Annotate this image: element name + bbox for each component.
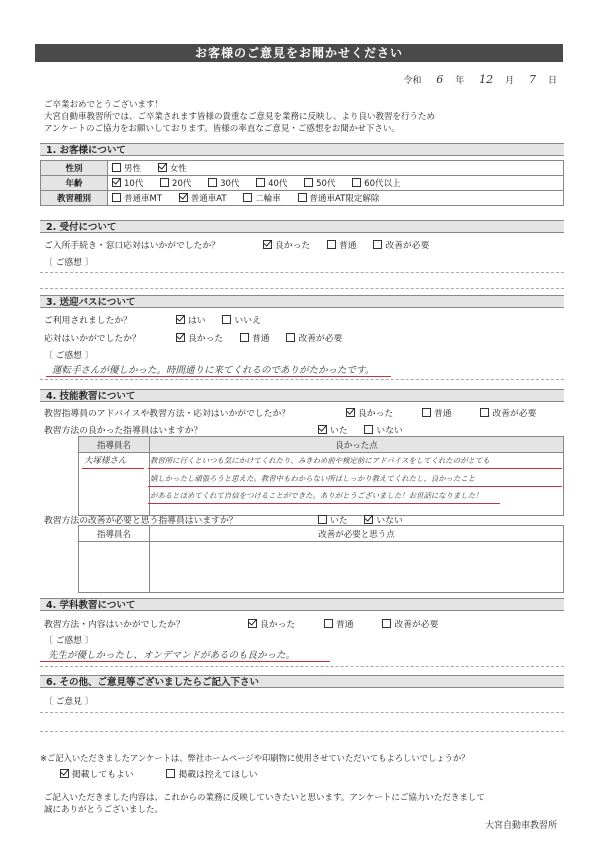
intro-line: アンケートのご協力をお願いしております。皆様の率直なご意見・ご感想をお聞かせ下さい。 [44,124,400,134]
checkbox-none[interactable] [364,425,373,434]
option-label: 掲載は控えてほしい [178,770,258,780]
checkbox-30s[interactable] [208,178,217,187]
option-publish-ok[interactable] [60,767,134,780]
reception-question: ご入所手続き・窓口応対はいかがでしたか？ [44,241,220,251]
skill-advice-options [346,406,550,419]
good-underline [148,486,562,487]
checkbox-20s[interactable] [160,178,169,187]
checkbox-present[interactable] [318,515,327,524]
option-label: 60代以上 [364,179,401,189]
closing-text [44,792,485,816]
good-points-line: 教習所に行くといつも気にかけてくれたり、みきわめ前や検定前にアドバイスをしてくれたのがとても [150,456,490,465]
skill-question-good-instructor: 教習方法の良かった指導員はいますか？ [44,426,203,436]
option-good[interactable] [176,331,223,344]
option-yes[interactable] [176,313,206,326]
col-instructor-name: 指導員名 [79,526,150,542]
comment-underline [46,376,391,377]
option-40s[interactable] [256,177,287,189]
option-normal[interactable] [422,406,452,419]
course-options [108,191,564,206]
customer-table [40,160,564,206]
checkbox-at[interactable] [179,193,188,202]
option-motorcycle[interactable] [243,192,281,204]
option-male[interactable] [112,162,141,174]
option-label: 改善が必要 [394,620,439,630]
checkbox-male[interactable] [112,163,121,172]
option-present[interactable] [318,423,348,436]
academic-question: 教習方法・内容はいかがでしたか？ [44,620,185,630]
checkbox-40s[interactable] [256,178,265,187]
date-year-unit: 年 [455,76,465,86]
comment-label: 〔 ご感想 〕 [44,258,94,268]
option-30s[interactable] [208,177,239,189]
row-label-gender: 性別 [41,161,108,176]
section-header-reception: 2. 受付について [40,220,564,233]
option-label: 30代 [220,179,240,189]
checkbox-50s[interactable] [304,178,313,187]
checkbox-good[interactable] [176,333,185,342]
good-underline [148,468,562,469]
table-row [41,176,564,191]
section-header-skill: 4. 技能教習について [40,389,564,402]
improve-points-cell [150,542,564,593]
bus-question-service: 応対はいかがでしたか？ [44,334,141,344]
option-female[interactable] [158,162,187,174]
good-points-line: があるとほめてくれて自信をつけることができた。ありがとうございました！お世話になりました！ [150,491,483,500]
option-normal[interactable] [240,331,270,344]
option-60s[interactable] [352,177,400,189]
checkbox-female[interactable] [158,163,167,172]
option-label: 40代 [268,179,288,189]
bus-service-options [176,331,356,344]
date-month-unit: 月 [505,76,515,86]
option-label: 普通 [336,620,354,630]
good-points-line: 嬉しかったし頑張ろうと思えた。教習中もわからない所はしっかり教えてくれたし、良かったこと [150,474,476,483]
option-needs-improvement[interactable] [480,406,536,419]
checkbox-at-release[interactable] [298,193,307,202]
intro-line: ご卒業おめでとうございます！ [44,100,164,110]
option-label: 普通 [339,241,357,251]
closing-line: 誠にありがとうございました。 [44,805,164,815]
date-day-unit: 日 [547,76,557,86]
option-label: いた [330,426,348,436]
option-label: 50代 [316,179,336,189]
option-normal[interactable] [324,617,354,630]
col-improve-points: 改善が必要と思う点 [150,526,564,542]
divider [40,272,564,273]
option-50s[interactable] [304,177,335,189]
option-no[interactable] [222,313,260,326]
checkbox-needs-improvement[interactable] [480,408,489,417]
option-publish-decline[interactable] [166,767,257,780]
option-needs-improvement[interactable] [286,331,342,344]
checkbox-mt[interactable] [112,193,121,202]
checkbox-needs-improvement[interactable] [382,619,391,628]
date-month: 12 [479,73,494,86]
checkbox-normal[interactable] [327,240,336,249]
row-label-age: 年齢 [41,176,108,191]
option-good[interactable] [248,617,295,630]
table-row [79,437,564,453]
option-label: 20代 [172,179,192,189]
bad-instructor-table [78,525,564,593]
checkbox-needs-improvement[interactable] [286,333,295,342]
option-label: 二輪車 [255,194,281,204]
divider [40,379,564,380]
option-good[interactable] [263,238,310,251]
date-year: 6 [436,73,444,86]
checkbox-60s[interactable] [352,178,361,187]
option-normal[interactable] [327,238,357,251]
organization-name: 大宮自動車教習所 [484,821,557,831]
date-era: 令和 [403,76,422,86]
option-label: 改善が必要 [385,241,430,251]
option-label: 普通 [434,409,452,419]
comment-label: 〔 ご意見 〕 [44,697,94,707]
section-header-customer: 1. お客様について [40,143,564,156]
option-at-release[interactable] [298,192,380,204]
row-label-course: 教習種別 [41,191,108,206]
option-label: 普通車AT [190,194,227,204]
option-label: 普通車MT [124,194,163,204]
option-label: いいえ [234,316,261,326]
table-row [79,526,564,542]
academic-comment: 先生が優しかったし、オンデマンドがあるのも良かった。 [48,650,296,661]
option-label: いない [376,426,403,436]
good-underline [148,503,500,504]
good-instructor-options [318,423,417,436]
checkbox-needs-improvement[interactable] [373,240,382,249]
checkbox-publish-decline[interactable] [166,769,175,778]
bus-question-used: ご利用されましたか？ [44,316,132,326]
instructor-cell [79,542,150,593]
option-label: 男性 [124,164,142,174]
option-label: 良かった [358,409,394,419]
section-header-other: 6. その他、ご意見等ございましたらご記入下さい [40,675,564,688]
comment-label: 〔 ご感想 〕 [44,636,94,646]
comment-label: 〔 ご感想 〕 [44,351,94,361]
table-row [79,542,564,593]
option-label: 女性 [169,164,187,174]
instructor-name: 大塚様さん [84,456,127,466]
option-needs-improvement[interactable] [382,617,438,630]
date-line [403,73,557,86]
checkbox-good[interactable] [263,240,272,249]
bus-used-options [176,313,275,326]
divider [40,712,564,713]
divider [40,288,564,289]
checkbox-normal[interactable] [240,333,249,342]
reception-options [263,238,443,251]
option-label: いない [376,516,403,526]
option-20s[interactable] [160,177,191,189]
date-day: 7 [528,73,536,86]
option-label: 良かった [188,334,224,344]
option-none[interactable] [364,423,402,436]
gender-options [108,161,564,176]
option-label: 良かった [275,241,311,251]
checkbox-none[interactable] [364,515,373,524]
academic-options [248,617,452,630]
divider [40,731,564,732]
table-row [41,161,564,176]
option-10s[interactable] [112,177,143,189]
checkbox-no[interactable] [222,315,231,324]
option-label: 普通 [252,334,270,344]
checkbox-normal[interactable] [422,408,431,417]
name-underline [82,468,144,469]
option-label: 10代 [124,179,144,189]
option-label: 良かった [260,620,296,630]
table-row [41,191,564,206]
section-header-academic: 4. 学科教習について [40,598,564,611]
checkbox-normal[interactable] [324,619,333,628]
checkbox-yes[interactable] [176,315,185,324]
bus-comment: 運転手さんが優しかった。時間通りに来てくれるのでありがたかったです。 [52,365,375,376]
checkbox-present[interactable] [318,425,327,434]
option-needs-improvement[interactable] [373,238,429,251]
skill-question-advice: 教習指導員のアドバイスや教習方法・応対はいかがでしたか？ [44,409,291,419]
col-good-points: 良かった点 [150,437,564,453]
option-label: 改善が必要 [298,334,343,344]
age-options [108,176,564,191]
section-header-bus: 3. 送迎バスについて [40,295,564,308]
skill-question-bad-instructor: 教習方法の改善が必要と思う指導員はいますか？ [44,516,238,526]
checkbox-publish-ok[interactable] [60,769,69,778]
checkbox-10s[interactable] [112,178,121,187]
divider [40,666,564,667]
option-label: 改善が必要 [492,409,537,419]
checkbox-good[interactable] [346,408,355,417]
option-label: 掲載してもよい [72,770,134,780]
publish-note: ※ご記入いただきましたアンケートは、弊社ホームページや印刷物に使用させていただいてもよろしいでしょうか？ [40,753,470,763]
checkbox-good[interactable] [248,619,257,628]
option-good[interactable] [346,406,393,419]
option-mt[interactable] [112,192,162,204]
closing-line: ご記入いただきました内容は、これからの業務に反映していきたいと思います。アンケートにご協力いただきまして [44,793,485,803]
option-label: はい [188,316,206,326]
intro-line: 大宮自動車教習所では、ご卒業されます皆様の貴重なご意見を業務に反映し、より良い教習を行うため [44,112,436,122]
col-instructor-name: 指導員名 [79,437,150,453]
checkbox-motorcycle[interactable] [243,193,252,202]
comment-underline [40,661,330,662]
intro-text [44,99,564,135]
option-at[interactable] [179,192,227,204]
publish-options [60,767,272,780]
option-label: いた [330,516,348,526]
page-title: お客様のご意見をお聞かせください [35,44,563,62]
option-label: 普通車AT限定解除 [309,194,380,204]
